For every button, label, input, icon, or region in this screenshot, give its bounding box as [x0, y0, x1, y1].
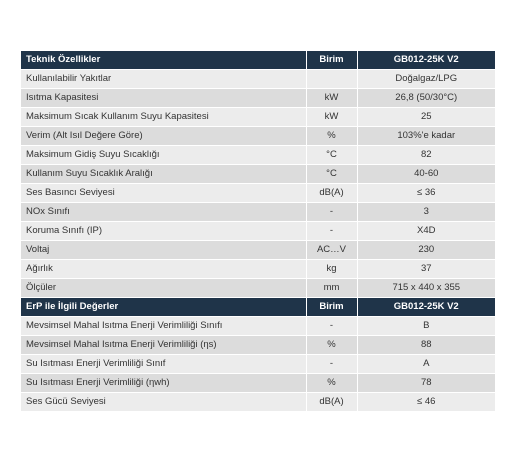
header-model: GB012-25K V2 — [357, 51, 495, 70]
row-name: Verim (Alt Isıl Değere Göre) — [21, 127, 306, 146]
table-row — [21, 374, 495, 393]
row-unit: AC…V — [306, 241, 357, 260]
row-name: Mevsimsel Mahal Isıtma Enerji Verimliliği (ηs) — [21, 336, 306, 355]
row-unit: % — [306, 374, 357, 393]
header-feature: Teknik Özellikler — [21, 51, 306, 70]
row-value: X4D — [357, 222, 495, 241]
header-unit: Birim — [306, 51, 357, 70]
table-row — [21, 89, 495, 108]
row-name: Maksimum Sıcak Kullanım Suyu Kapasitesi — [21, 108, 306, 127]
row-name: Maksimum Gidiş Suyu Sıcaklığı — [21, 146, 306, 165]
header-unit: Birim — [306, 298, 357, 317]
row-unit: % — [306, 336, 357, 355]
table-row — [21, 108, 495, 127]
table-row — [21, 146, 495, 165]
row-value: 230 — [357, 241, 495, 260]
row-unit: % — [306, 127, 357, 146]
table-row — [21, 336, 495, 355]
table-row — [21, 355, 495, 374]
row-unit: dB(A) — [306, 393, 357, 412]
row-value: 3 — [357, 203, 495, 222]
section-header-technical — [21, 51, 495, 70]
row-value: 40-60 — [357, 165, 495, 184]
table-row — [21, 127, 495, 146]
table-row — [21, 317, 495, 336]
row-unit: mm — [306, 279, 357, 298]
row-unit: dB(A) — [306, 184, 357, 203]
row-value: B — [357, 317, 495, 336]
table-row — [21, 222, 495, 241]
table-row — [21, 241, 495, 260]
row-name: NOx Sınıfı — [21, 203, 306, 222]
table-row — [21, 260, 495, 279]
row-value: 26,8 (50/30°C) — [357, 89, 495, 108]
table-row — [21, 203, 495, 222]
table-row — [21, 165, 495, 184]
spec-table — [21, 51, 495, 412]
table-row — [21, 279, 495, 298]
header-model: GB012-25K V2 — [357, 298, 495, 317]
row-unit: - — [306, 203, 357, 222]
row-value: ≤ 36 — [357, 184, 495, 203]
row-value: 37 — [357, 260, 495, 279]
row-value: 715 x 440 x 355 — [357, 279, 495, 298]
row-name: Isıtma Kapasitesi — [21, 89, 306, 108]
row-value: 88 — [357, 336, 495, 355]
spec-table-container — [21, 51, 495, 412]
row-name: Ölçüler — [21, 279, 306, 298]
table-row — [21, 393, 495, 412]
row-unit: - — [306, 355, 357, 374]
row-value: 25 — [357, 108, 495, 127]
row-value: A — [357, 355, 495, 374]
table-row — [21, 70, 495, 89]
row-name: Ses Gücü Seviyesi — [21, 393, 306, 412]
row-unit: °C — [306, 146, 357, 165]
row-name: Su Isıtması Enerji Verimliliği (ηwh) — [21, 374, 306, 393]
row-name: Kullanım Suyu Sıcaklık Aralığı — [21, 165, 306, 184]
section-header-erp — [21, 298, 495, 317]
row-value: 82 — [357, 146, 495, 165]
row-unit — [306, 70, 357, 89]
row-unit: kW — [306, 89, 357, 108]
row-name: Su Isıtması Enerji Verimliliği Sınıf — [21, 355, 306, 374]
row-name: Ağırlık — [21, 260, 306, 279]
table-row — [21, 184, 495, 203]
row-value: 103%'e kadar — [357, 127, 495, 146]
row-unit: kW — [306, 108, 357, 127]
header-feature: ErP ile İlgili Değerler — [21, 298, 306, 317]
row-name: Koruma Sınıfı (IP) — [21, 222, 306, 241]
row-value: ≤ 46 — [357, 393, 495, 412]
row-name: Ses Basıncı Seviyesi — [21, 184, 306, 203]
row-value: 78 — [357, 374, 495, 393]
row-unit: kg — [306, 260, 357, 279]
row-name: Kullanılabilir Yakıtlar — [21, 70, 306, 89]
row-unit: - — [306, 317, 357, 336]
row-unit: °C — [306, 165, 357, 184]
row-name: Mevsimsel Mahal Isıtma Enerji Verimliliği Sınıfı — [21, 317, 306, 336]
row-unit: - — [306, 222, 357, 241]
row-name: Voltaj — [21, 241, 306, 260]
row-value: Doğalgaz/LPG — [357, 70, 495, 89]
